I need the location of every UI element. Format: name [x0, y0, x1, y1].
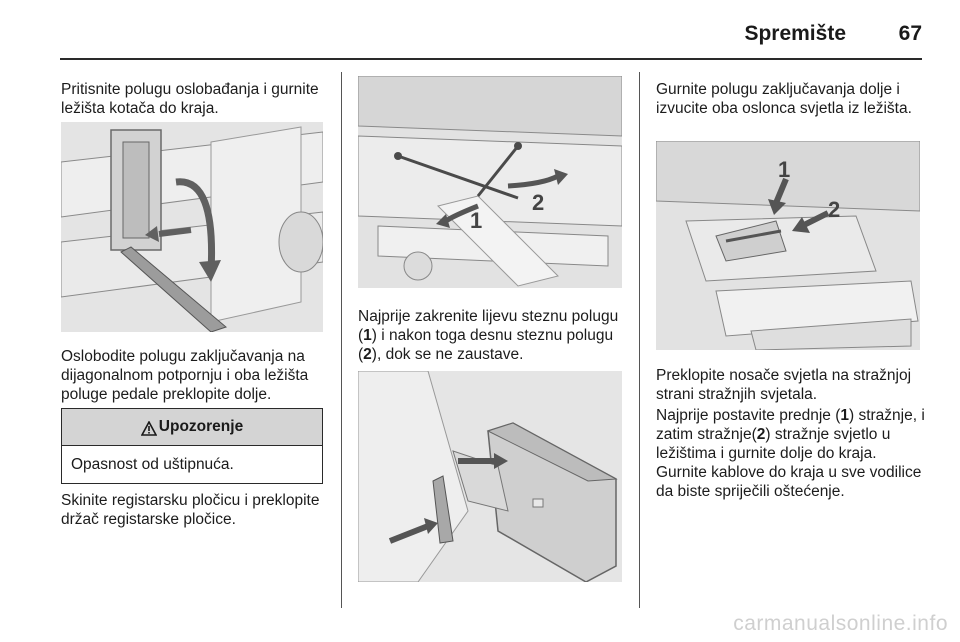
header-rule	[60, 58, 922, 60]
callout-1: 1	[778, 157, 791, 182]
text-segment: ), dok se ne zaustave.	[371, 346, 524, 363]
warning-header	[62, 409, 322, 446]
warning-text: Opasnost od uštipnuća.	[71, 456, 234, 473]
callout-2: 2	[828, 197, 841, 222]
warning-title: Upozorenje	[158, 418, 244, 435]
instruction-paragraph: Preklopite nosače svjetla na stražnjoj strani stražnjih svjetala.	[656, 367, 912, 403]
text-segment: ) stražnje, i zatim stražnje(	[656, 407, 925, 443]
illustration-clamping-levers	[358, 76, 622, 288]
warning-box	[61, 408, 323, 484]
callout-1: 1	[470, 208, 483, 233]
instruction-paragraph: Pritisnite polugu oslobađanja i gurnite ležišta kotača do kraja.	[61, 81, 319, 117]
illustration-wheel-bracket	[61, 122, 323, 332]
instruction-paragraph	[656, 406, 928, 501]
warning-triangle-icon	[141, 421, 157, 436]
page-title: Spremište	[744, 22, 846, 45]
instruction-paragraph	[358, 307, 630, 364]
illustration-light-supports	[656, 141, 920, 350]
column-divider-1	[341, 72, 342, 608]
page-number: 67	[898, 22, 922, 45]
reference-number: 2	[363, 346, 372, 363]
callout-2: 2	[532, 190, 545, 215]
reference-number: 1	[363, 327, 372, 344]
illustration-light-assembly	[358, 371, 622, 582]
reference-number: 2	[756, 426, 766, 443]
instruction-paragraph: Oslobodite polugu zaključavanja na dijagonalnom potpornju i oba ležišta poluge pedale preklopite dolje.	[61, 348, 309, 403]
watermark: carmanualsonline.info	[733, 612, 948, 635]
reference-number: 1	[840, 407, 849, 424]
column-divider-2	[639, 72, 640, 608]
page-header	[60, 18, 922, 60]
text-segment: Najprije zakrenite lijevu steznu polugu (	[358, 308, 619, 344]
text-segment: ) i nakon toga desnu steznu polugu (	[358, 327, 614, 363]
text-segment: ) stražnje svjetlo u ležištima i gurnite dolje do kraja. Gurnite kablove do kraja u sve vodilice da biste spriječili oštećenje.	[656, 426, 922, 500]
text-segment: Najprije postavite prednje (	[656, 407, 841, 424]
instruction-paragraph: Skinite registarsku pločicu i preklopite držač registarske pločice.	[61, 492, 320, 528]
instruction-paragraph: Gurnite polugu zaključavanja dolje i izvucite oba oslonca svjetla iz ležišta.	[656, 81, 912, 117]
